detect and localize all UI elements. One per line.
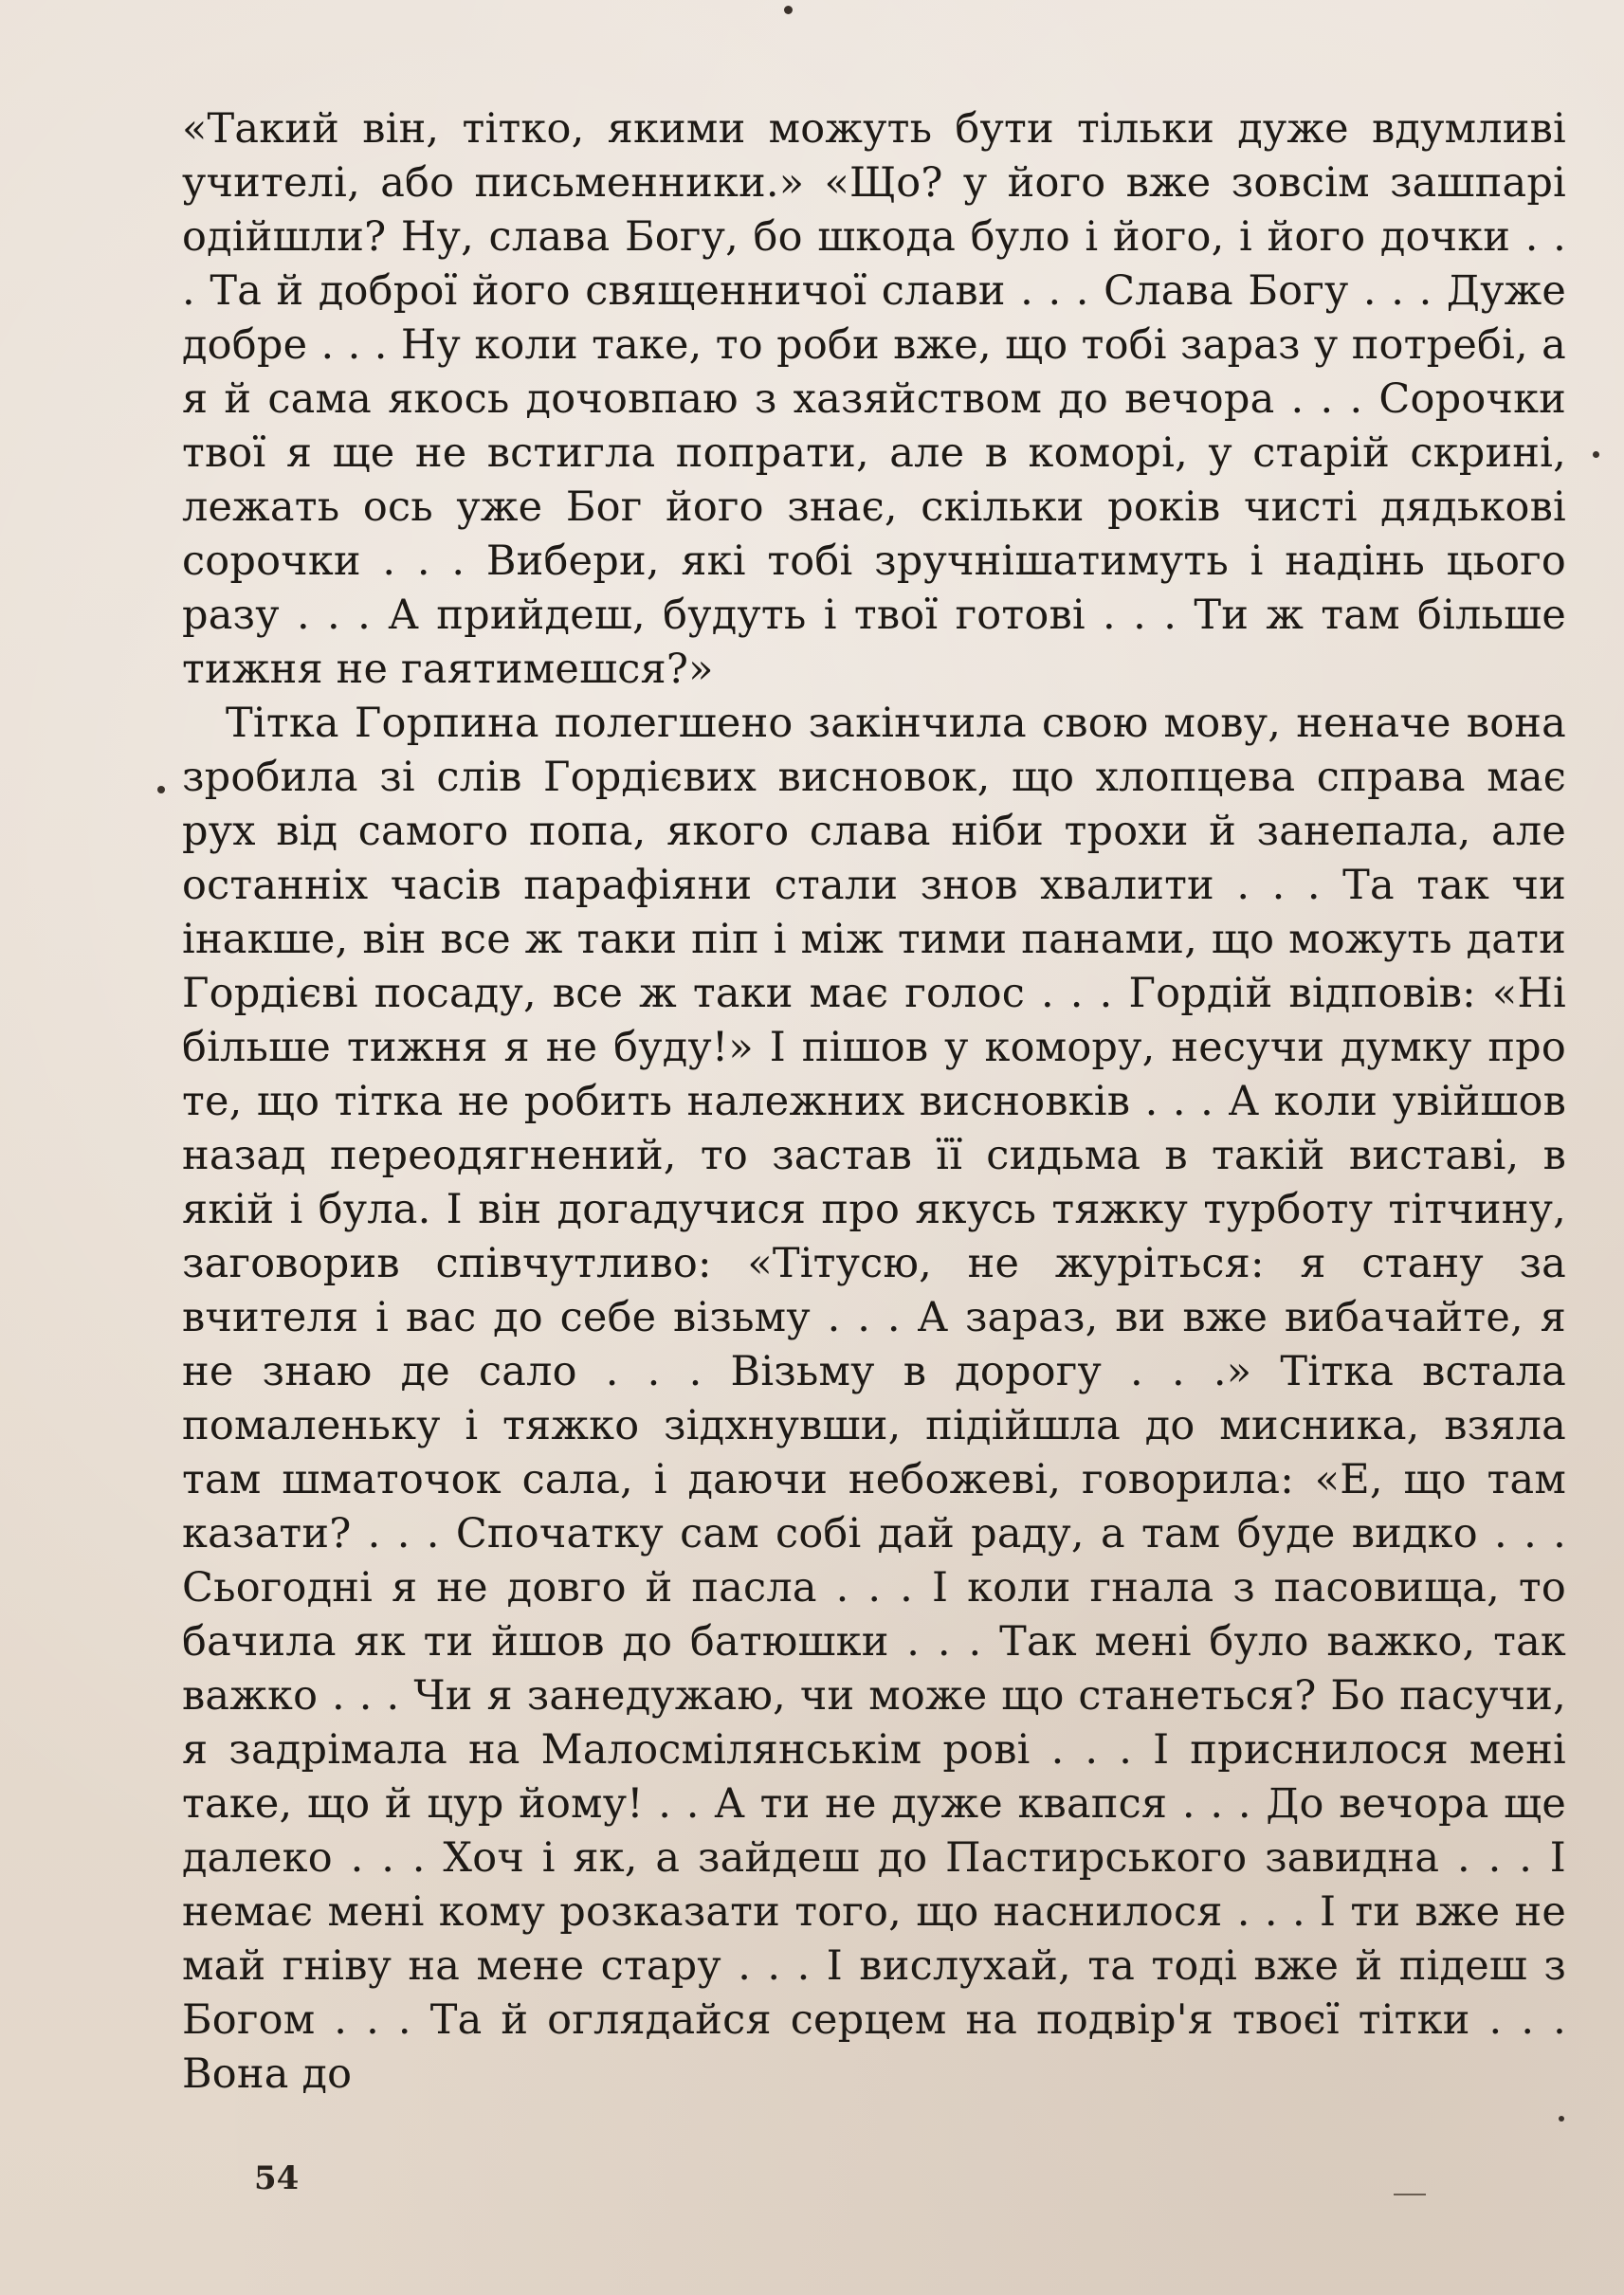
ink-speck	[157, 786, 165, 793]
paragraph-1: «Такий він, тітко, якими можуть бути тільки дуже вдумливі учителі, або письменники.» «Що? у його вже зовсім зашпарі одійшли? Ну, слава Богу, бо шкода було і його, і його дочки . . . Та й доброї його священничої слави . . . Слава Богу . . . Дуже добре . . . Ну коли таке, то роби вже, що тобі зараз у потребі, а я й сама якось дочовпаю з хазяйством до вечора . . . Сорочки твої я ще не встигла попрати, але в коморі, у старій скрині, лежать ось уже Бог його знає, скільки років чисті дядькові сорочки . . . Вибери, які тобі зручнішатимуть і надінь цього разу . . . А прийдеш, будуть і твої готові . . . Ти ж там більше тижня не гаятимешся?»	[182, 105, 1566, 693]
ink-speck	[784, 6, 793, 14]
ink-speck	[1559, 2116, 1564, 2122]
ink-speck	[1593, 451, 1599, 458]
page-number: 54	[254, 2159, 300, 2197]
body-text	[182, 102, 1566, 2102]
footer-dash	[1394, 2194, 1426, 2195]
paragraph-2: Тітка Горпина полегшено закінчила свою мову, неначе вона зробила зі слів Гордієвих висновок, що хлопцева справа має рух від самого попа, якого слава ніби трохи й занепала, але останніх часів парафіяни стали знов хвалити . . . Та так чи інакше, він все ж таки піп і між тими панами, що можуть дати Гордієві посаду, все ж таки має голос . . . Гордій відповів: «Ні більше тижня я не буду!» І пішов у комору, несучи думку про те, що тітка не робить належних висновків . . . А коли увійшов назад переодягнений, то застав її сидьма в такій виставі, в якій і була. І він догадучися про якусь тяжку турботу тітчину, заговорив співчутливо: «Тітусю, не журіться: я стану за вчителя і вас до себе візьму . . . А зараз, ви вже вибачайте, я не знаю де сало . . . Візьму в дорогу . . .» Тітка встала помаленьку і тяжко зідхнувши, підійшла до мисника, взяла там шматочок сала, і даючи небожеві, говорила: «Е, що там казати? . . . Спочатку сам собі дай раду, а там буде видко . . . Сьогодні я не довго й пасла . . . І коли гнала з пасовища, то бачила як ти йшов до батюшки . . . Так мені було важко, так важко . . . Чи я занедужаю, чи може що станеться? Бо пасучи, я задрімала на Малосмілянськім рові . . . І приснилося мені таке, що й цур йому! . . А ти не дуже квапся . . . До вечора ще далеко . . . Хоч і як, а зайдеш до Пастирського завидна . . . І немає мені кому розказати того, що наснилося . . . І ти вже не май гніву на мене стару . . . І вислухай, та тоді вже й підеш з Богом . . . Та й оглядайся серцем на подвір'я твоєї тітки . . . Вона до	[182, 700, 1566, 2098]
